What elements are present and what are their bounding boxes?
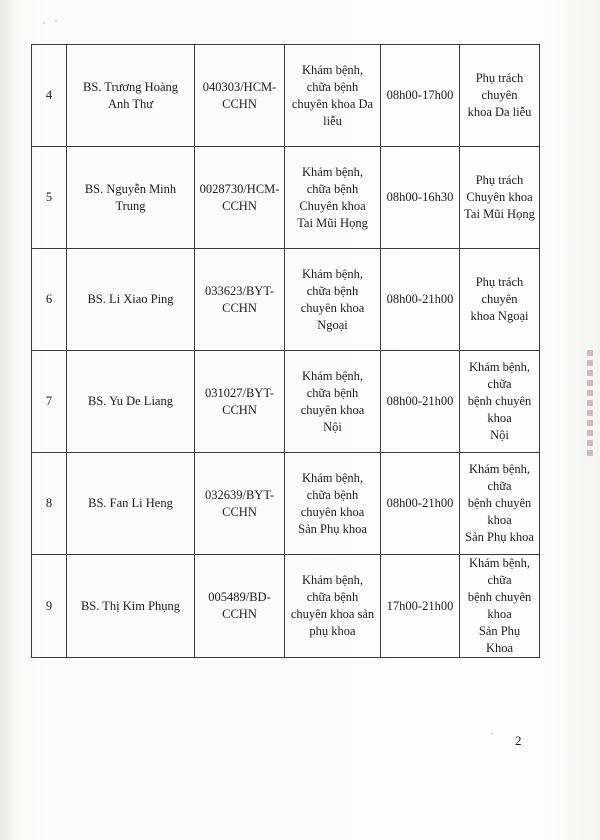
row-number: 9 <box>32 555 67 658</box>
certificate-number: 040303/HCM- CCHN <box>195 45 285 147</box>
scan-speck: · <box>490 726 494 740</box>
role: Phụ trách Chuyên khoa Tai Mũi Họng <box>460 147 540 249</box>
scan-speck: · · <box>40 14 63 30</box>
table-row <box>32 45 540 147</box>
scan-shadow <box>0 0 18 840</box>
table-row <box>32 147 540 249</box>
doctor-name: BS. Nguyễn Minh Trung <box>67 147 195 249</box>
page-number: 2 <box>515 733 522 748</box>
row-number: 5 <box>32 147 67 249</box>
role: Khám bệnh, chữa bệnh chuyên khoa Nội <box>460 351 540 453</box>
role: Khám bệnh, chữa bệnh chuyên khoa Sản Phụ Khoa <box>460 555 540 658</box>
working-hours: 17h00-21h00 <box>381 555 460 658</box>
row-number: 8 <box>32 453 67 555</box>
stamp-edge <box>587 350 593 460</box>
working-hours: 08h00-21h00 <box>381 453 460 555</box>
practice-scope: Khám bệnh, chữa bệnh chuyên khoa Nội <box>285 351 381 453</box>
doctor-name: BS. Yu De Liang <box>67 351 195 453</box>
role: Khám bệnh, chữa bệnh chuyên khoa Sản Phụ khoa <box>460 453 540 555</box>
working-hours: 08h00-16h30 <box>381 147 460 249</box>
working-hours: 08h00-21h00 <box>381 351 460 453</box>
practice-scope: Khám bệnh, chữa bệnh chuyên khoa Sản Phụ khoa <box>285 453 381 555</box>
certificate-number: 033623/BYT- CCHN <box>195 249 285 351</box>
doctor-name: BS. Thị Kim Phụng <box>67 555 195 658</box>
table-row <box>32 453 540 555</box>
doctor-name: BS. Fan Li Heng <box>67 453 195 555</box>
certificate-number: 031027/BYT- CCHN <box>195 351 285 453</box>
doctor-name: BS. Trương Hoàng Anh Thư <box>67 45 195 147</box>
row-number: 7 <box>32 351 67 453</box>
certificate-number: 032639/BYT- CCHN <box>195 453 285 555</box>
practice-scope: Khám bệnh, chữa bệnh chuyên khoa Da liễu <box>285 45 381 147</box>
practice-scope: Khám bệnh, chữa bệnh chuyên khoa sản phụ khoa <box>285 555 381 658</box>
row-number: 4 <box>32 45 67 147</box>
table-row <box>32 351 540 453</box>
practice-scope: Khám bệnh, chữa bệnh chuyên khoa Ngoại <box>285 249 381 351</box>
doctor-name: BS. Li Xiao Ping <box>67 249 195 351</box>
table-row <box>32 249 540 351</box>
role: Phụ trách chuyên khoa Ngoại <box>460 249 540 351</box>
practice-scope: Khám bệnh, chữa bệnh Chuyên khoa Tai Mũi Họng <box>285 147 381 249</box>
table-row <box>32 555 540 658</box>
role: Phụ trách chuyên khoa Da liễu <box>460 45 540 147</box>
row-number: 6 <box>32 249 67 351</box>
working-hours: 08h00-17h00 <box>381 45 460 147</box>
certificate-number: 005489/BD- CCHN <box>195 555 285 658</box>
certificate-number: 0028730/HCM- CCHN <box>195 147 285 249</box>
working-hours: 08h00-21h00 <box>381 249 460 351</box>
staff-table <box>31 44 540 658</box>
